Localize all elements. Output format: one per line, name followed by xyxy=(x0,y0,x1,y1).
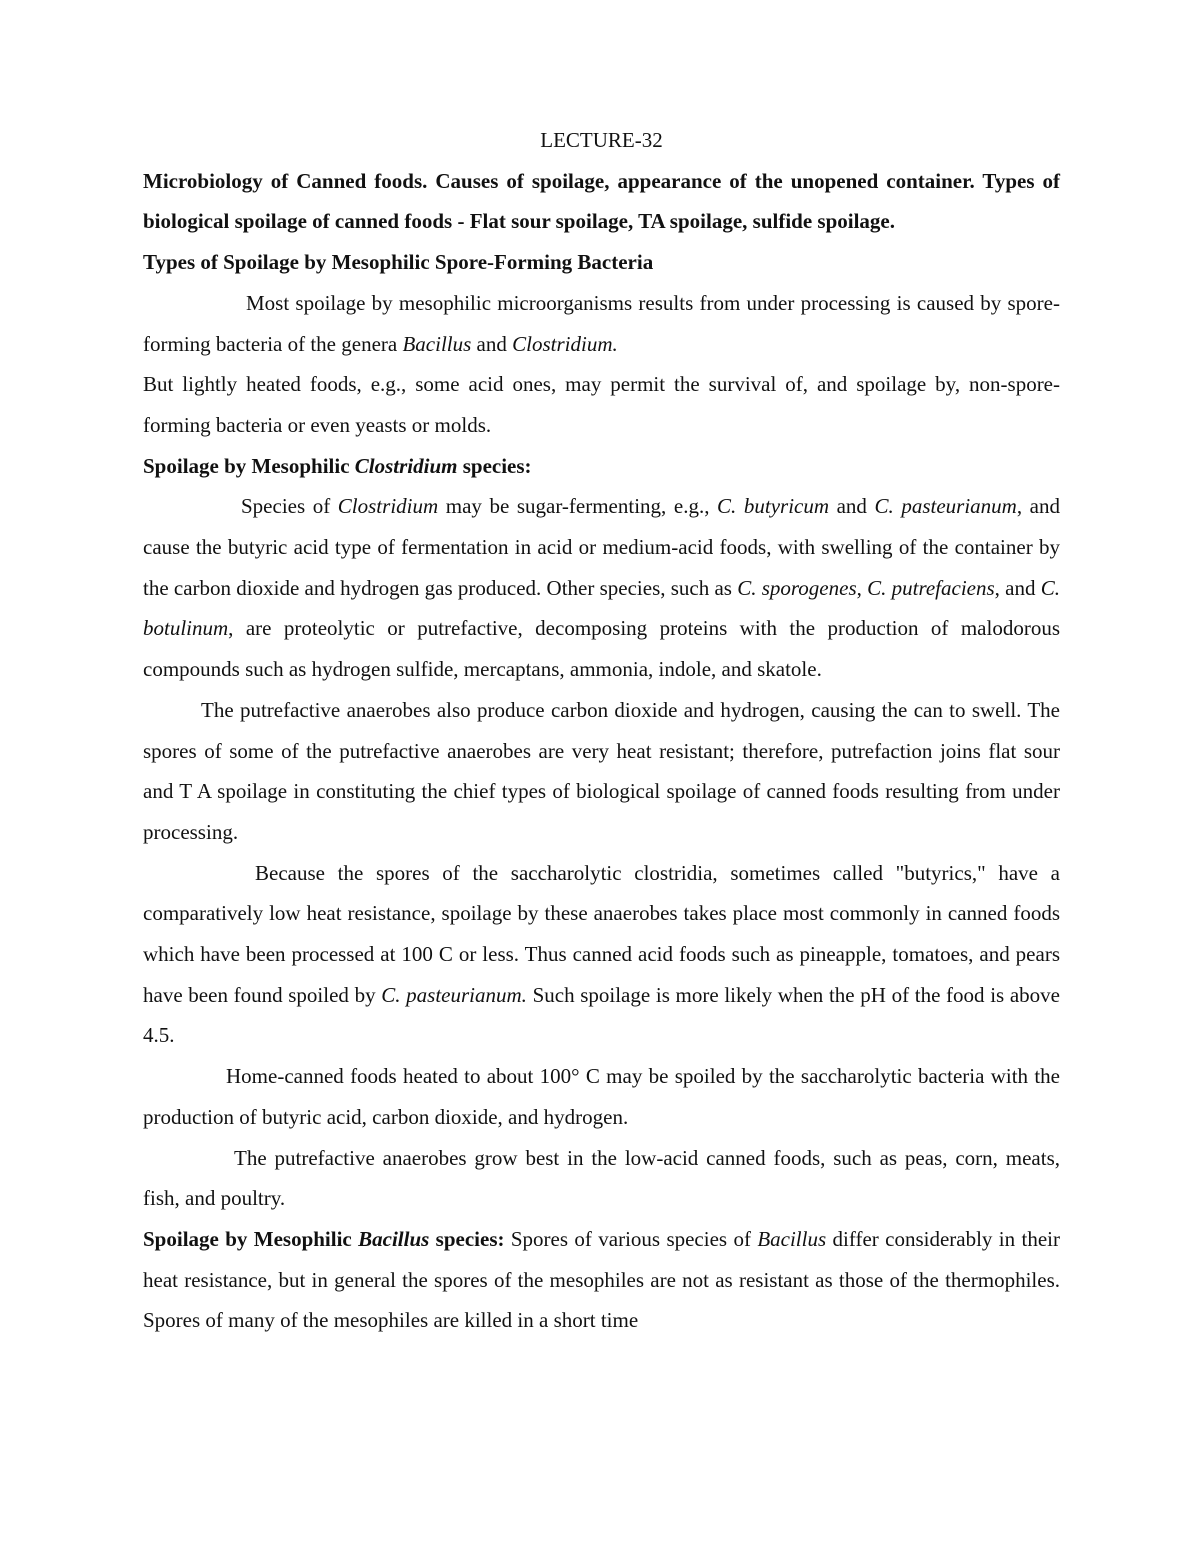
genus-name: Bacillus xyxy=(402,331,472,356)
heading-text: species: xyxy=(429,1226,505,1251)
paragraph-text: Because the spores of the saccharolytic clostridia, sometimes called "butyrics," have a comparatively low heat resistance, spoilage by these anaerobes takes place most commonly in canned foods which have been processed at 100 C or less. Thus canned acid foods such as pineapple, tomatoes, and pears have been found spoiled by xyxy=(143,860,1060,1007)
paragraph-text: , xyxy=(856,575,868,600)
paragraph-text: , and xyxy=(994,575,1041,600)
section-heading-bacillus xyxy=(143,1227,505,1251)
paragraph-text: Species of xyxy=(241,494,338,519)
section-heading-clostridium xyxy=(143,446,1060,487)
heading-text: Spoilage by Mesophilic xyxy=(143,1226,359,1251)
paragraph-text: and xyxy=(829,494,875,519)
lecture-topic: Microbiology of Canned foods. Causes of spoilage, appearance of the unopened container. Types of biological spoilage of canned foods - Flat sour spoilage, TA spoilage, sulfide spoilage. xyxy=(143,168,1060,234)
paragraph-text: , are proteolytic or putrefactive, decomposing proteins with the production of malodorous compounds such as hydrogen sulfide, mercaptans, ammonia, indole, and skatole. xyxy=(143,616,1060,682)
paragraph-clostridium-species xyxy=(143,486,1060,690)
paragraph-bacillus-species xyxy=(143,1219,1060,1341)
species-name: C. putrefaciens xyxy=(867,575,995,600)
species-name: C. pasteurianum xyxy=(874,494,1017,519)
paragraph-text: and xyxy=(471,331,513,356)
page-content xyxy=(143,120,1060,1341)
species-name: C. butyricum xyxy=(717,494,830,519)
paragraph-text: differ considerably in their heat resistance, but in general the spores of the mesophiles are not as resistant as those of the thermophiles. Spores of many of the mesophiles are killed in a short time xyxy=(143,1226,1060,1333)
paragraph-low-acid: The putrefactive anaerobes grow best in the low-acid canned foods, such as peas, corn, meats, fish, and poultry. xyxy=(143,1145,1060,1211)
paragraph-putrefactive-anaerobes: The putrefactive anaerobes also produce carbon dioxide and hydrogen, causing the can to swell. The spores of some of the putrefactive anaerobes are very heat resistant; therefore, putrefaction joins flat sour and T A spoilage in constituting the chief types of biological spoilage of canned foods resulting from under processing. xyxy=(143,697,1060,844)
paragraph-text: Spores of various species of xyxy=(504,1226,758,1251)
paragraph-spore-forming-genera xyxy=(143,283,1060,364)
paragraph-text: , and cause the butyric acid type of fermentation in acid or medium-acid foods, with swelling of the container by the carbon dioxide and hydrogen gas produced. Other species, such as xyxy=(143,494,1060,600)
species-name: C. pasteurianum. xyxy=(381,982,527,1007)
paragraph-home-canned: Home-canned foods heated to about 100° C may be spoiled by the saccharolytic bacteria with the production of butyric acid, carbon dioxide, and hydrogen. xyxy=(143,1064,1060,1129)
genus-name: Clostridium. xyxy=(512,331,618,356)
paragraph-text: may be sugar-fermenting, e.g., xyxy=(438,494,718,519)
lecture-title: LECTURE-32 xyxy=(540,128,663,152)
paragraph-text: Such spoilage is more likely when the pH of the food is above 4.5. xyxy=(143,982,1060,1048)
species-name: C. botulinum xyxy=(143,575,1061,641)
species-name: C. sporogenes xyxy=(737,575,857,600)
genus-name: Bacillus xyxy=(358,1226,430,1251)
section-heading-mesophilic: Types of Spoilage by Mesophilic Spore-Forming Bacteria xyxy=(143,250,654,275)
genus-name: Clostridium xyxy=(354,453,458,478)
heading-text: species: xyxy=(457,453,532,478)
paragraph-saccharolytic-clostridia xyxy=(143,853,1060,1057)
heading-text: Spoilage by Mesophilic xyxy=(143,453,355,478)
paragraph-text: Most spoilage by mesophilic microorganisms results from under processing is caused by spore-forming bacteria of the genera xyxy=(143,290,1060,356)
genus-name: Bacillus xyxy=(757,1226,827,1251)
genus-name: Clostridium xyxy=(337,494,439,519)
paragraph-lightly-heated: But lightly heated foods, e.g., some acid ones, may permit the survival of, and spoilage by, non-spore-forming bacteria or even yeasts or molds. xyxy=(143,372,1060,437)
